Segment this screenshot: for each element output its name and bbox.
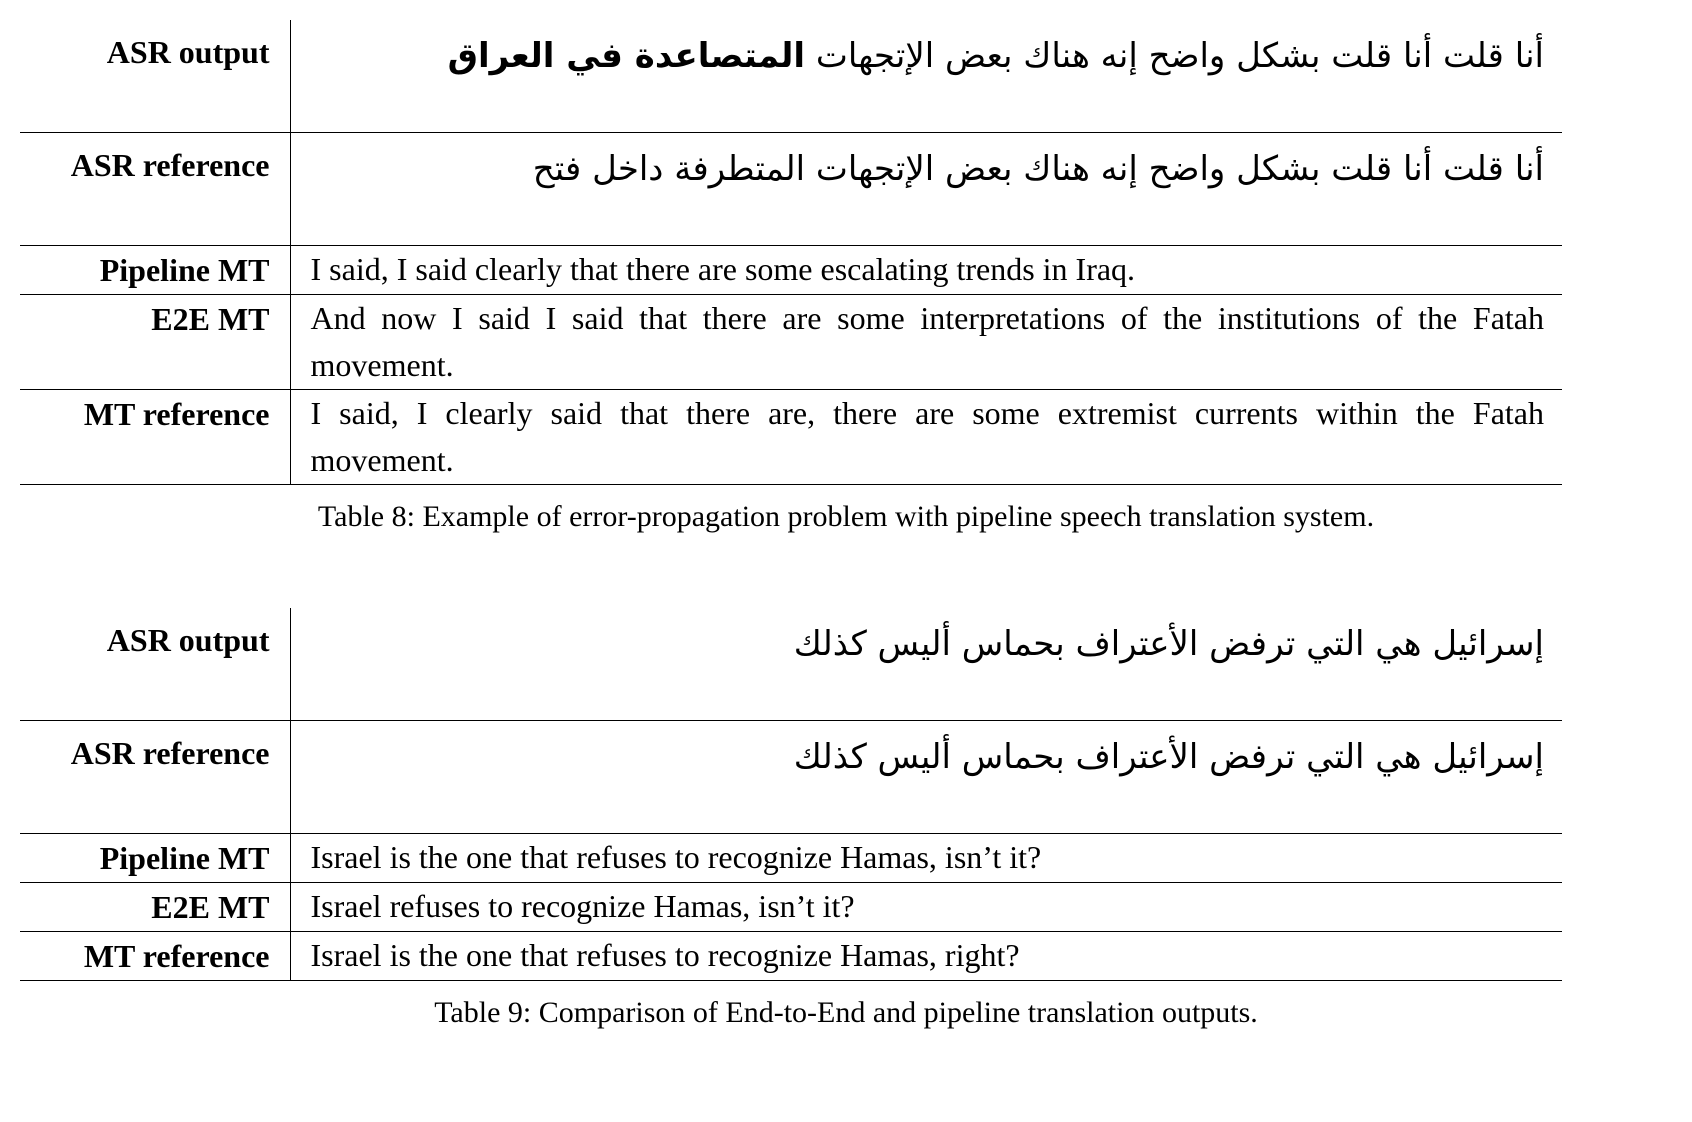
arabic-text xyxy=(290,20,1562,133)
table-8 xyxy=(20,20,1562,485)
table-row xyxy=(20,834,1562,883)
row-label: E2E MT xyxy=(20,883,290,932)
table-row xyxy=(20,932,1562,981)
table-row xyxy=(20,721,1562,834)
row-label: E2E MT xyxy=(20,295,290,390)
arabic-text: إسرائيل هي التي ترفض الأعتراف بحماس أليس كذلك xyxy=(793,624,1544,664)
table-row xyxy=(20,883,1562,932)
table-row xyxy=(20,133,1562,246)
table-9 xyxy=(20,608,1562,981)
table-row xyxy=(20,246,1562,295)
row-label: ASR output xyxy=(20,608,290,721)
row-label: Pipeline MT xyxy=(20,834,290,883)
table-row xyxy=(20,390,1562,485)
row-label: Pipeline MT xyxy=(20,246,290,295)
arabic-text-bold: المتصاعدة في العراق xyxy=(447,36,806,76)
arabic-text: إسرائيل هي التي ترفض الأعتراف بحماس أليس كذلك xyxy=(290,721,1562,834)
translation-text: Israel refuses to recognize Hamas, isn’t it? xyxy=(290,883,1562,932)
row-label: ASR output xyxy=(20,20,290,133)
table-row xyxy=(20,295,1562,390)
row-label: ASR reference xyxy=(20,721,290,834)
table-row xyxy=(20,20,1562,133)
table-8-caption: Table 8: Example of error-propagation problem with pipeline speech translation system. xyxy=(317,500,1375,533)
arabic-text-plain: أنا قلت أنا قلت بشكل واضح إنه هناك بعض الإتجهات xyxy=(815,36,1544,76)
row-label: MT reference xyxy=(20,932,290,981)
translation-text: And now I said I said that there are some interpretations of the institutions of the Fatah movement. xyxy=(290,295,1562,390)
translation-text: I said, I said clearly that there are some escalating trends in Iraq. xyxy=(290,246,1562,295)
table-9-caption: Table 9: Comparison of End-to-End and pipeline translation outputs. xyxy=(434,996,1258,1029)
arabic-text: أنا قلت أنا قلت بشكل واضح إنه هناك بعض الإتجهات المتطرفة داخل فتح xyxy=(290,133,1562,246)
translation-text: I said, I clearly said that there are, there are some extremist currents within the Fatah movement. xyxy=(290,390,1562,485)
row-label: ASR reference xyxy=(20,133,290,246)
row-label: MT reference xyxy=(20,390,290,485)
table-row xyxy=(20,608,1562,721)
translation-text: Israel is the one that refuses to recognize Hamas, right? xyxy=(290,932,1562,981)
translation-text: Israel is the one that refuses to recognize Hamas, isn’t it? xyxy=(290,834,1562,883)
